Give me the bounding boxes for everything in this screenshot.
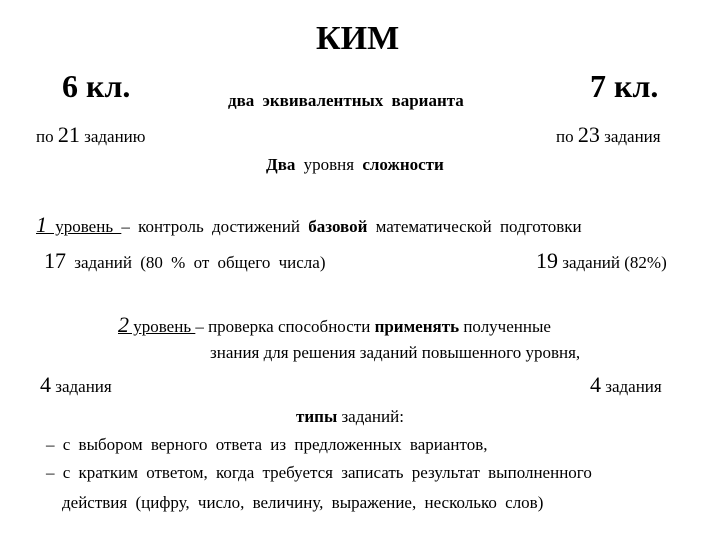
levels-heading-word1: Два bbox=[266, 155, 296, 174]
level2-g6-text: задания bbox=[51, 377, 112, 396]
level1-g7-text: заданий (82%) bbox=[558, 253, 667, 272]
level2-num: 2 bbox=[118, 312, 129, 337]
level1-num: 1 bbox=[36, 212, 47, 237]
level2-g7-text: задания bbox=[601, 377, 662, 396]
level1-grade6-count bbox=[44, 250, 326, 272]
level1-bold: базовой bbox=[308, 217, 368, 236]
task-types-heading-rest: заданий: bbox=[337, 407, 404, 426]
level2-grade6-count bbox=[40, 374, 112, 396]
level2-g6-count: 4 bbox=[40, 372, 51, 397]
level1-description bbox=[36, 214, 582, 236]
task-types-heading bbox=[296, 408, 404, 425]
level2-dash: – проверка способности bbox=[195, 317, 375, 336]
level2-line2: знания для решения заданий повышенного уровня, bbox=[210, 343, 581, 362]
level1-g6-count: 17 bbox=[44, 248, 66, 273]
level2-bold: применять bbox=[374, 317, 460, 336]
grade7-prefix: по bbox=[556, 127, 574, 146]
variants-word1: два bbox=[228, 91, 255, 110]
task-type-item: – с выбором верного ответа из предложенных вариантов, bbox=[46, 435, 488, 454]
level1-word: уровень bbox=[47, 217, 122, 236]
task-type-item: – с кратким ответом, когда требуется записать результат выполненного bbox=[46, 463, 592, 482]
level2-rest: полученные bbox=[459, 317, 551, 336]
task-types-heading-bold: типы bbox=[296, 407, 338, 426]
level1-dash: – контроль достижений bbox=[121, 217, 309, 236]
level1-g6-text: заданий (80 % от общего числа) bbox=[66, 253, 326, 272]
levels-heading-word3: сложности bbox=[362, 155, 444, 174]
grade7-suffix: задания bbox=[604, 127, 661, 146]
level2-description bbox=[118, 314, 551, 336]
levels-heading-word2: уровня bbox=[303, 155, 355, 174]
grade7-label: 7 кл. bbox=[590, 68, 659, 104]
variants-line bbox=[228, 92, 464, 109]
level1-rest: математической подготовки bbox=[367, 217, 582, 236]
grade7-count: 23 bbox=[577, 122, 600, 147]
level2-grade7-count bbox=[590, 374, 662, 396]
grade7-task-count bbox=[556, 124, 661, 146]
level1-grade7-count bbox=[536, 250, 667, 272]
level2-g7-count: 4 bbox=[590, 372, 601, 397]
variants-rest: эквивалентных варианта bbox=[262, 91, 464, 110]
page-title: КИМ bbox=[316, 20, 400, 57]
grade6-prefix: по bbox=[36, 127, 54, 146]
level1-g7-count: 19 bbox=[536, 248, 558, 273]
grade6-task-count bbox=[36, 124, 145, 146]
grade6-suffix: заданию bbox=[84, 127, 146, 146]
level2-word: уровень bbox=[129, 317, 196, 336]
task-type-item: действия (цифру, число, величину, выражение, несколько слов) bbox=[62, 493, 544, 512]
levels-heading bbox=[266, 156, 444, 173]
grade6-label: 6 кл. bbox=[62, 68, 131, 104]
grade6-count: 21 bbox=[57, 122, 80, 147]
